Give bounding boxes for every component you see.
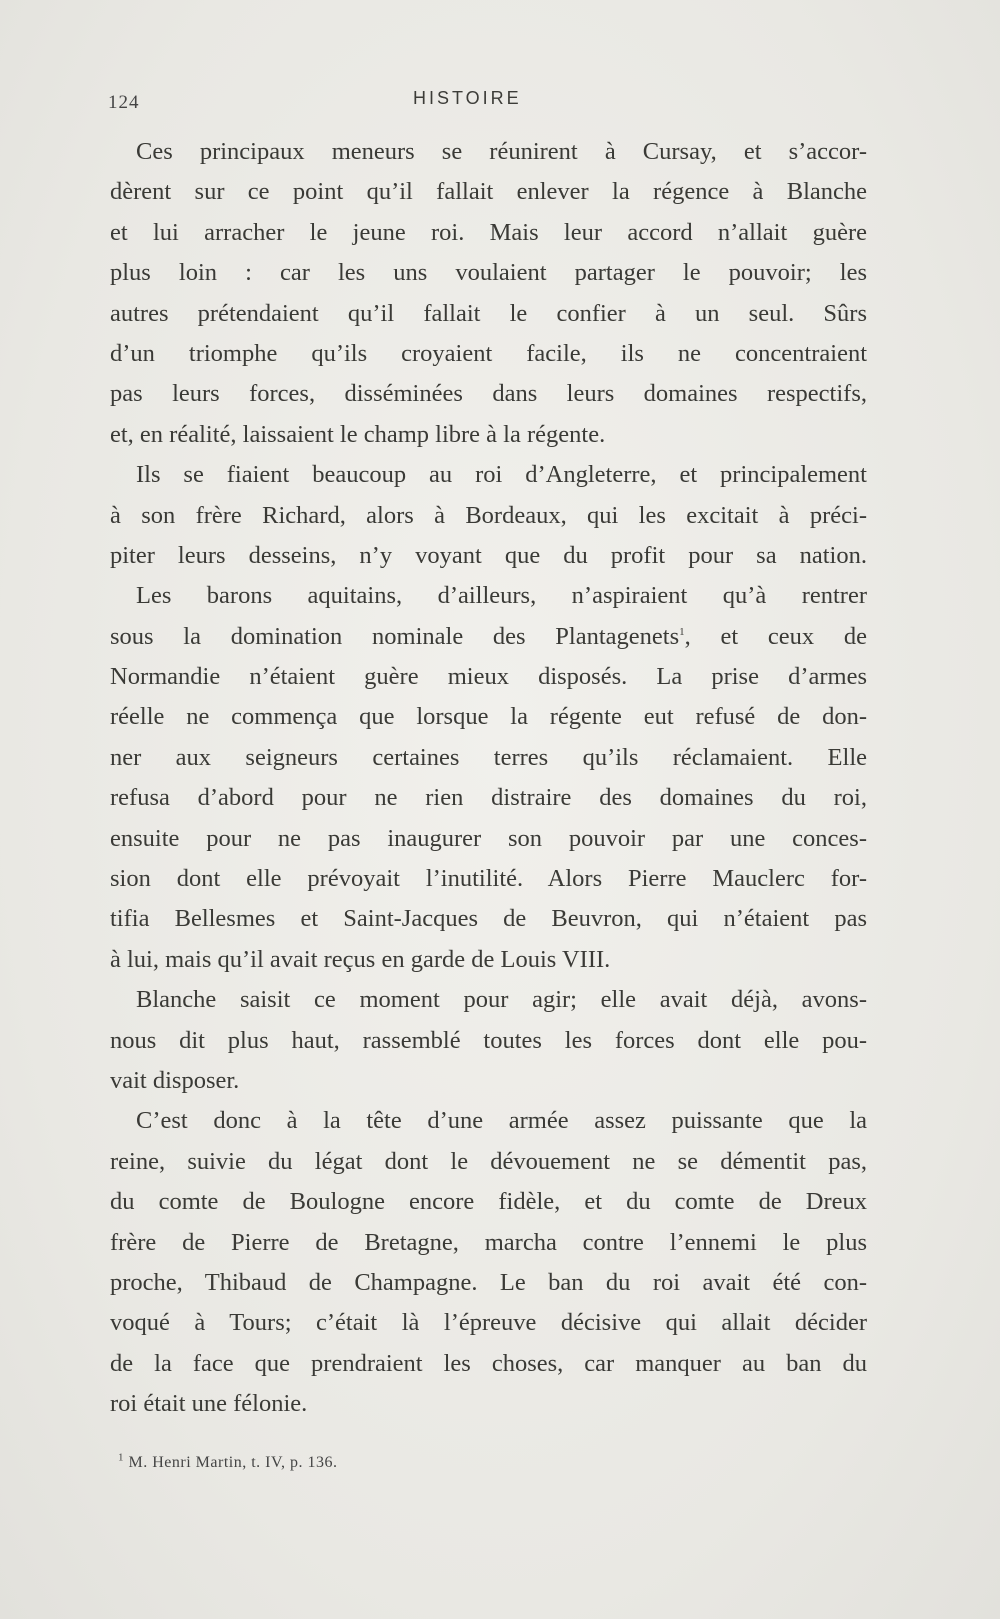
body-text — [110, 132, 867, 1425]
text-line-start: sous la domination nominale des Plantagenets — [110, 622, 680, 650]
text-line: C’est donc à la tête d’une armée assez puissante que la — [136, 1107, 867, 1135]
text-line: d’un triomphe qu’ils croyaient facile, ils ne concentraient — [110, 339, 867, 367]
page-number: 124 — [108, 92, 140, 113]
text-line: ner aux seigneurs certaines terres qu’ils réclamaient. Elle — [110, 743, 867, 771]
text-line: refusa d’abord pour ne rien distraire des domaines du roi, — [110, 784, 867, 812]
text-line: réelle ne commença que lorsque la régente eut refusé de don- — [110, 703, 867, 731]
text-line: pas leurs forces, disséminées dans leurs domaines respectifs, — [110, 380, 867, 408]
text-line: à lui, mais qu’il avait reçus en garde de Louis VIII. — [110, 945, 611, 973]
text-line: de la face que prendraient les choses, car manquer au ban du — [110, 1349, 867, 1377]
text-line: reine, suivie du légat dont le dévouement ne se démentit pas, — [110, 1147, 867, 1175]
text-line: et lui arracher le jeune roi. Mais leur accord n’allait guère — [110, 218, 867, 246]
text-line: à son frère Richard, alors à Bordeaux, qui les excitait à préci- — [110, 501, 867, 529]
footnote-text: M. Henri Martin, t. IV, p. 136. — [128, 1454, 338, 1471]
footnote — [118, 1451, 338, 1472]
text-line: plus loin : car les uns voulaient partager le pouvoir; les — [110, 259, 867, 287]
text-line: tifia Bellesmes et Saint-Jacques de Beuvron, qui n’étaient pas — [110, 905, 867, 933]
running-title: HISTOIRE — [413, 88, 522, 108]
text-line: proche, Thibaud de Champagne. Le ban du roi avait été con- — [110, 1268, 867, 1296]
text-line: piter leurs desseins, n’y voyant que du profit pour sa nation. — [110, 541, 867, 569]
text-line: Les barons aquitains, d’ailleurs, n’aspiraient qu’à rentrer — [136, 582, 867, 610]
text-line-end: , et ceux de — [684, 622, 867, 650]
text-line: du comte de Boulogne encore fidèle, et du comte de Dreux — [110, 1188, 867, 1216]
text-line: ensuite pour ne pas inaugurer son pouvoir par une conces- — [110, 824, 867, 852]
page-header — [108, 88, 868, 118]
text-line: roi était une félonie. — [110, 1390, 308, 1418]
text-line: sion dont elle prévoyait l’inutilité. Alors Pierre Mauclerc for- — [110, 865, 867, 893]
text-line-with-note — [110, 617, 867, 657]
text-line: frère de Pierre de Bretagne, marcha contre l’ennemi le plus — [110, 1228, 867, 1256]
footnote-reference: 1 — [679, 625, 685, 638]
text-line: Ils se fiaient beaucoup au roi d’Angleterre, et principalement — [136, 461, 867, 489]
text-line: Blanche saisit ce moment pour agir; elle avait déjà, avons- — [136, 986, 867, 1014]
text-line: vait disposer. — [110, 1066, 240, 1094]
text-line: voqué à Tours; c’était là l’épreuve décisive qui allait décider — [110, 1309, 867, 1337]
text-line: autres prétendaient qu’il fallait le confier à un seul. Sûrs — [110, 299, 867, 327]
text-line: Normandie n’étaient guère mieux disposés. La prise d’armes — [110, 663, 867, 691]
text-line: nous dit plus haut, rassemblé toutes les forces dont elle pou- — [110, 1026, 867, 1054]
text-line: dèrent sur ce point qu’il fallait enlever la régence à Blanche — [110, 178, 867, 206]
footnote-marker: 1 — [118, 1451, 124, 1464]
text-line: et, en réalité, laissaient le champ libre à la régente. — [110, 420, 606, 448]
text-line: Ces principaux meneurs se réunirent à Cursay, et s’accor- — [136, 138, 867, 165]
